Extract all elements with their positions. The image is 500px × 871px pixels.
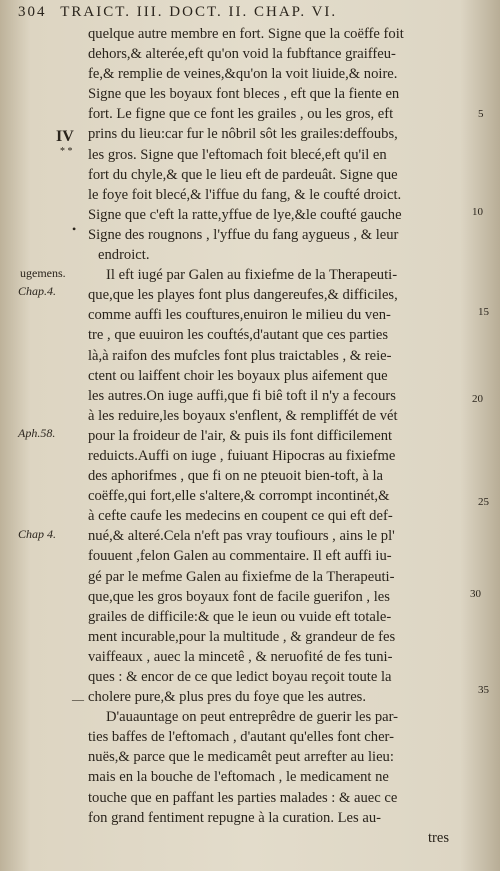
line-number-35: 35 bbox=[478, 684, 489, 696]
margin-note-iugemens: ugemens. bbox=[20, 266, 66, 280]
text-line: fon grand fentiment repugne à la curation. Les au- bbox=[88, 809, 381, 826]
line-number-15: 15 bbox=[478, 306, 489, 318]
text-line: tre , que euuiron les couftés,d'autant que ces parties bbox=[88, 327, 389, 344]
text-line: fouuent ,felon Galen au commentaire. Il eft auffi iu- bbox=[88, 548, 392, 565]
text-line: ctent ou laiffent choir les boyaux plus aifement que bbox=[88, 367, 388, 384]
main-text-column bbox=[88, 24, 473, 848]
text-line: que,que les playes font plus dangereufes,& difficiles, bbox=[88, 287, 398, 304]
text-line: grailes de difficile:& que le ieun ou vuide eft totale- bbox=[88, 608, 392, 625]
text-line: le foye foit blecé,& l'iffue du fang, & le coufté droict. bbox=[88, 186, 402, 203]
text-line: touche que en paffant les parties malades : & auec ce bbox=[88, 789, 398, 806]
text-line: à les reduire,les boyaux s'enflent, & rempliffét de vét bbox=[88, 407, 398, 424]
line-number-30: 30 bbox=[470, 588, 481, 600]
text-line: coëffe,qui fort,elle s'altere,& corrompt incontinét,& bbox=[88, 488, 390, 505]
text-line: Signe que c'eft la ratte,yffue de lye,&le coufté gauche bbox=[88, 206, 402, 223]
text-line: endroict. bbox=[98, 247, 150, 264]
text-line: gé par le mefme Galen au fixiefme de la Therapeuti- bbox=[88, 568, 395, 585]
text-line: mais en la bouche de l'eftomach , le medicament ne bbox=[88, 769, 389, 786]
text-line: les gros. Signe que l'eftomach foit blecé,eft qu'il en bbox=[88, 146, 387, 163]
text-line: fort. Le figne que ce font les grailes , ou les gros, eft bbox=[88, 106, 394, 123]
line-number-20: 20 bbox=[472, 393, 483, 405]
text-line: ties baffes de l'eftomach , d'autant qu'elles font cher- bbox=[88, 729, 394, 746]
text-line: Il eft iugé par Galen au fixiefme de la Therapeuti- bbox=[106, 267, 398, 284]
text-line: nué,& alteré.Cela n'eft pas vray toufiours , ains le pl' bbox=[88, 528, 395, 545]
text-line: des aphorifmes , que fi on ne pteuoit bien-toft, à la bbox=[88, 468, 384, 485]
text-line: fort du chyle,& que le lieu eft de pardeuât. Signe que bbox=[88, 166, 398, 183]
text-line: dehors,& alterée,eft qu'on void la fubftance graiffeu- bbox=[88, 46, 396, 63]
text-line: ment incurable,pour la multitude , & grandeur de fes bbox=[88, 628, 396, 645]
margin-dash: — bbox=[72, 692, 84, 706]
line-number-10: 10 bbox=[472, 206, 483, 218]
text-line: Signe que les boyaux font bleces , eft que la fiente en bbox=[88, 86, 400, 103]
margin-stamp-mark: IV bbox=[56, 128, 74, 145]
text-line: reduicts.Auffi on iuge , fuiuant Hipocras au fixiefme bbox=[88, 447, 396, 464]
running-title: TRAICT. III. DOCT. II. CHAP. VI. bbox=[60, 4, 338, 20]
margin-bullet: • bbox=[72, 222, 77, 236]
text-line: vaiffeaux , auec la mincetê , & neruofité de fes tuni- bbox=[88, 648, 393, 665]
text-line: ques : & encor de ce que ledict boyau reçoit toute la bbox=[88, 669, 392, 685]
text-line: pour la froideur de l'air, & puis ils font difficilement bbox=[88, 427, 393, 444]
text-line: comme auffi les couftures,enuiron le milieu du ven- bbox=[88, 307, 391, 324]
text-line: tres bbox=[428, 829, 450, 846]
line-number-5: 5 bbox=[478, 108, 484, 120]
text-line: Signe des rougnons , l'yffue du fang aygueus , & leur bbox=[88, 226, 399, 243]
margin-asterisks: * * bbox=[60, 146, 73, 157]
text-line: D'auauntage on peut entreprêdre de guerir les par- bbox=[106, 709, 399, 726]
text-line: là,à raifon des mufcles font plus traictables , & reie- bbox=[88, 347, 392, 364]
text-line: nuës,& parce que le medicamêt peut arrefter au lieu: bbox=[88, 749, 394, 766]
text-line: prins du lieu:car fur le nôbril sôt les grailes:deffoubs, bbox=[88, 126, 398, 143]
line-number-25: 25 bbox=[478, 496, 489, 508]
text-line: à cefte caufe les medecins en coupent ce qui eft def- bbox=[88, 508, 393, 525]
page-number: 304 bbox=[18, 4, 47, 20]
page-header bbox=[18, 4, 496, 21]
margin-note-aph58: Aph.58. bbox=[18, 426, 56, 440]
text-line: quelque autre membre en fort. Signe que la coëffe foit bbox=[88, 26, 404, 42]
text-line: les autres.On iuge auffi,que fi biê toft il n'y a fecours bbox=[88, 387, 396, 404]
text-line: cholere pure,& plus pres du foye que les autres. bbox=[88, 689, 367, 706]
text-line: fe,& remplie de veines,&qu'on la voit liuide,& noire. bbox=[88, 66, 398, 83]
margin-note-chap4-second: Chap 4. bbox=[18, 527, 57, 541]
text-line: que,que les gros boyaux font de facile guerifon , les bbox=[88, 588, 390, 605]
margin-note-chap4: Chap.4. bbox=[18, 284, 57, 298]
